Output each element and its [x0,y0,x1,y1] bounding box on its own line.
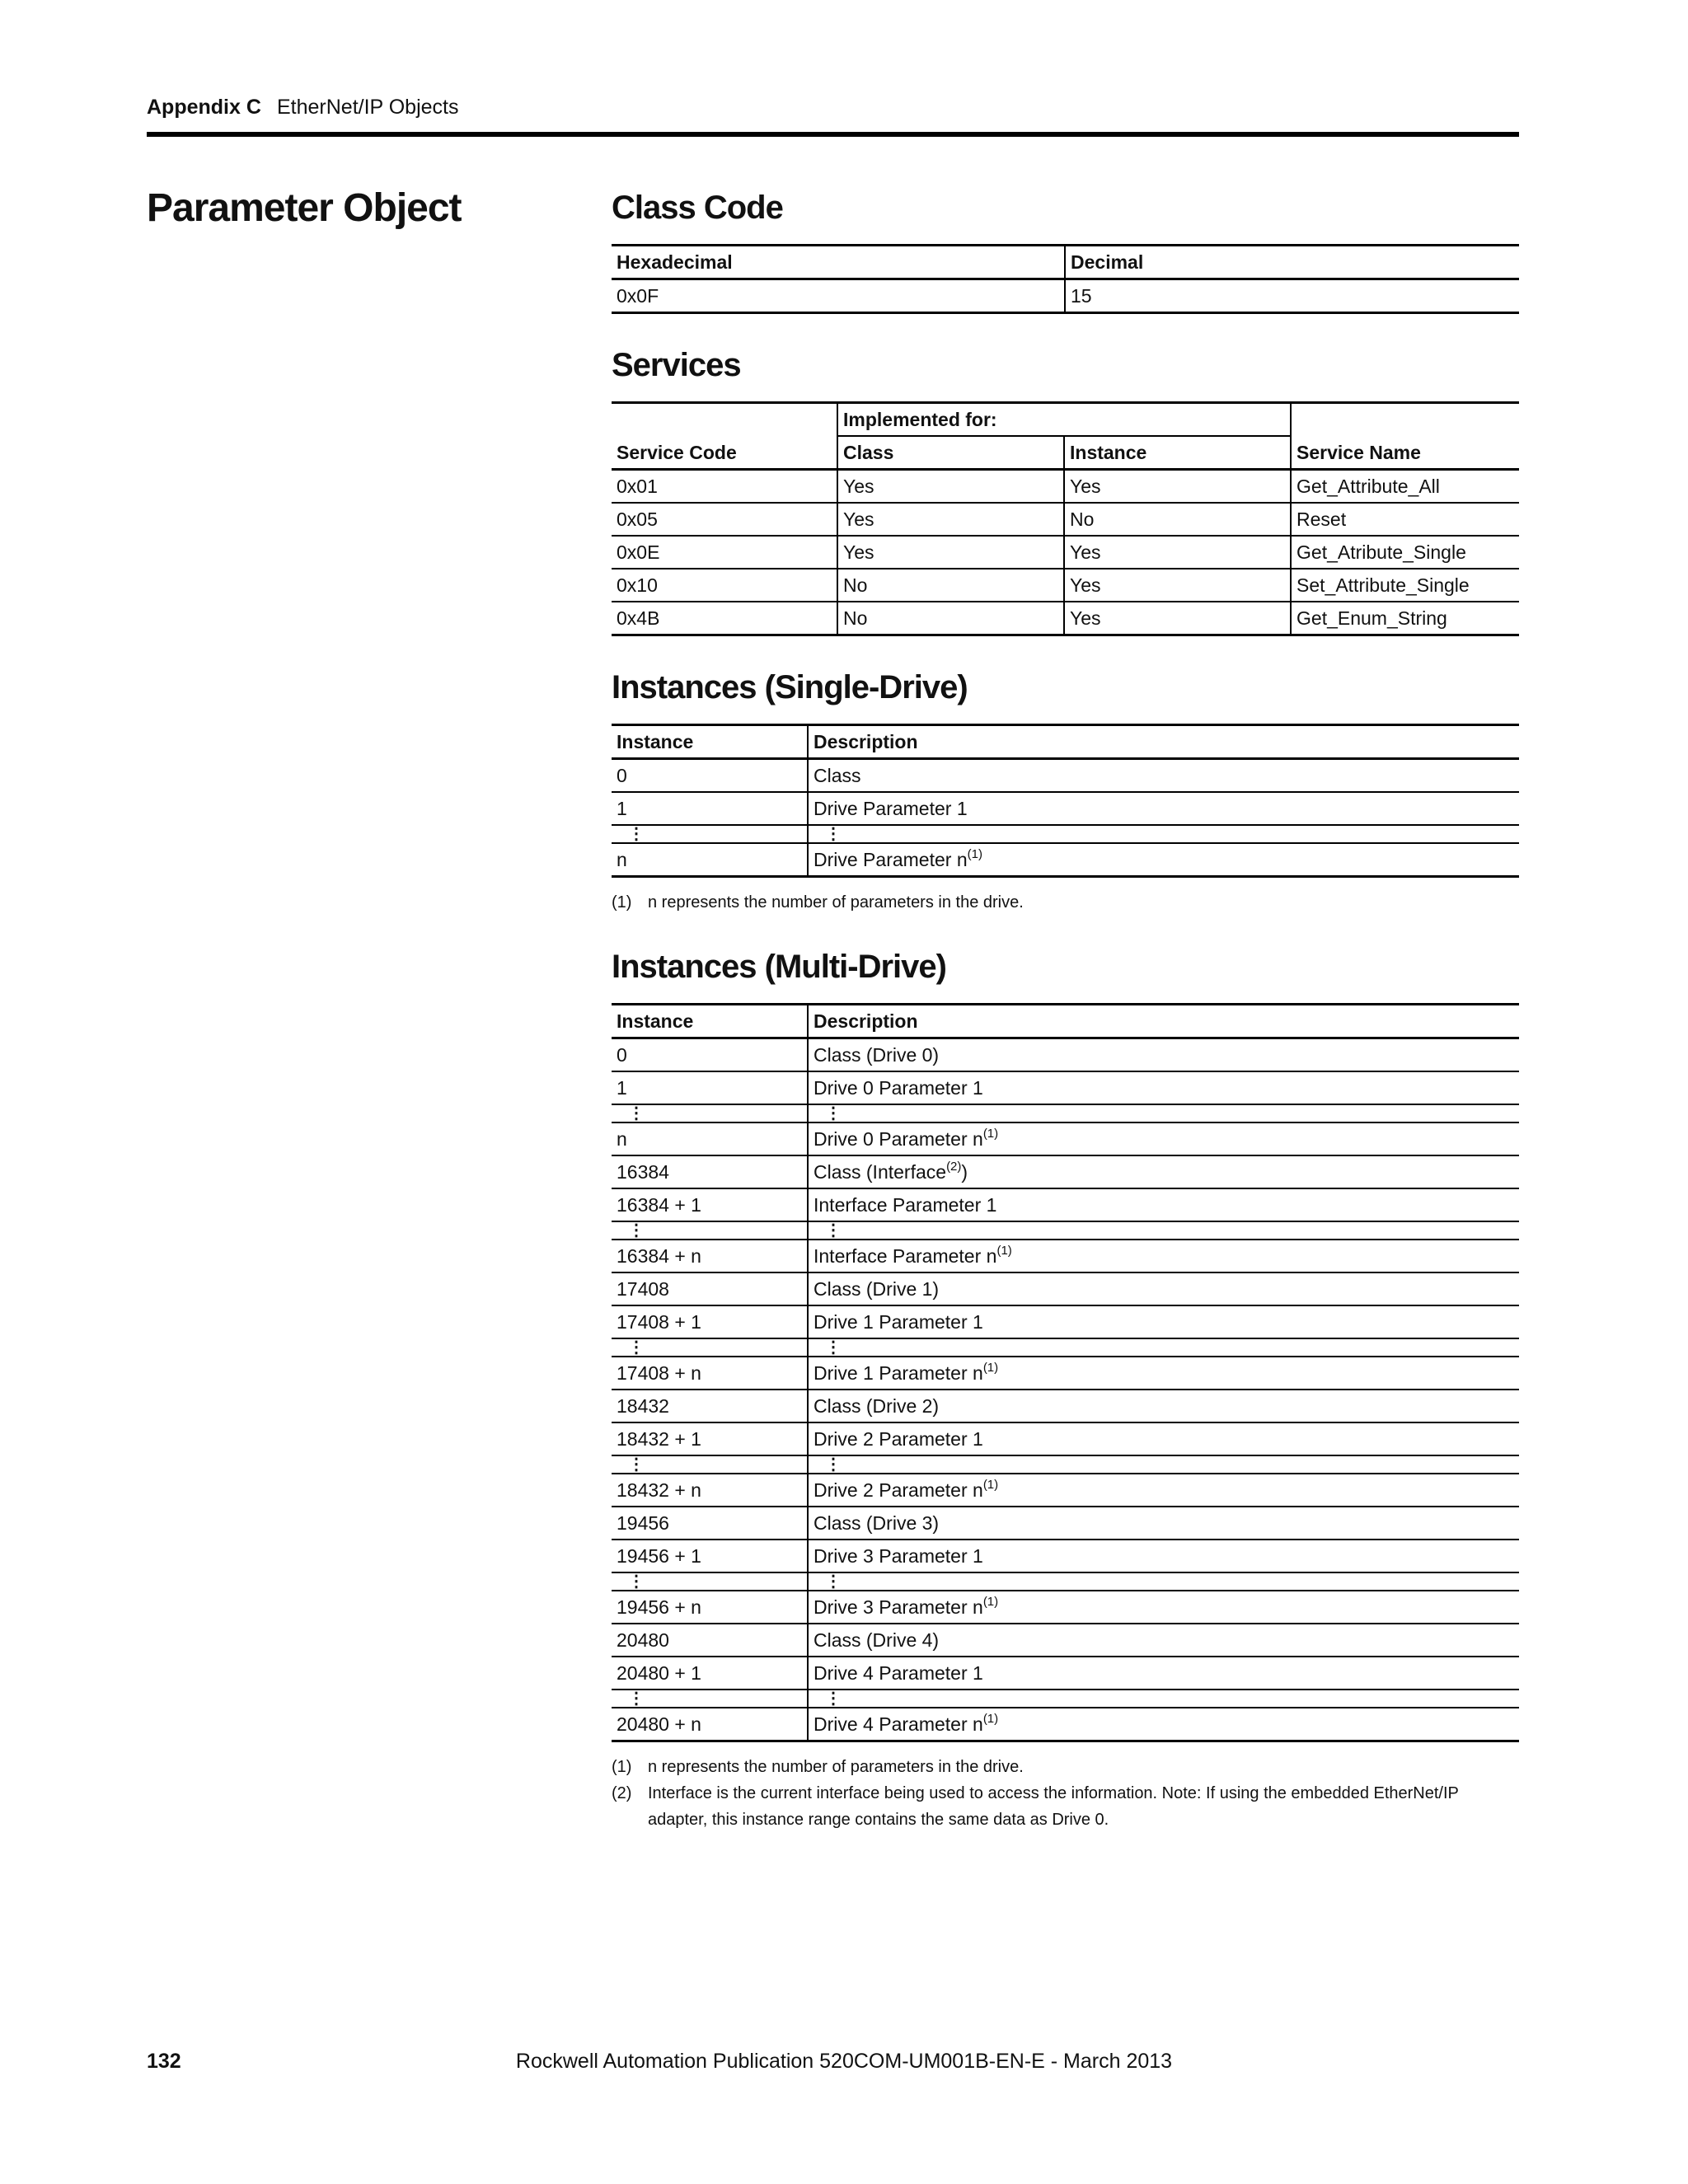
table-cell: Reset [1291,503,1519,536]
table-row [612,759,1519,793]
table-cell: Set_Attribute_Single [1291,569,1519,602]
footnote-text: n represents the number of parameters in the drive. [648,893,1024,912]
ellipsis-cell [808,1690,1519,1708]
vertical-ellipsis-icon: ⋮ [825,1221,842,1240]
table-row [612,1390,1519,1422]
footnote-ref: (1) [982,1712,999,1726]
table-header: Instance [612,725,808,759]
instance-cell: 17408 + 1 [612,1305,808,1338]
ellipsis-row [612,1104,1519,1122]
table-header: Class [837,436,1064,470]
description-text: Drive 4 Parameter 1 [814,1662,983,1684]
footnote [612,1780,1519,1833]
table-row [612,1708,1519,1741]
ellipsis-cell [612,1221,808,1240]
footnote [612,1754,1519,1780]
table-row [612,569,1519,602]
table-row [612,1357,1519,1390]
table-header: Description [808,1005,1519,1038]
vertical-ellipsis-icon: ⋮ [628,1690,645,1708]
single-drive-heading: Instances (Single-Drive) [612,669,968,705]
table-header: Instance [1064,436,1291,470]
footnote-number: (2) [612,1784,632,1802]
description-cell [808,1540,1519,1572]
instance-cell: 19456 + 1 [612,1540,808,1572]
description-cell [808,1272,1519,1305]
instance-cell: 16384 + n [612,1240,808,1272]
table-row [612,1422,1519,1455]
instance-cell: 19456 [612,1507,808,1540]
description-cell [808,759,1519,793]
description-cell [808,1422,1519,1455]
description-text: Drive 3 Parameter n [814,1596,983,1618]
description-cell [808,1305,1519,1338]
description-text: Drive 0 Parameter 1 [814,1077,983,1099]
vertical-ellipsis-icon: ⋮ [628,1455,645,1474]
table-cell: Yes [837,503,1064,536]
description-text: Class (Drive 3) [814,1512,940,1534]
table-row [612,503,1519,536]
multi-drive-table [612,1003,1519,1742]
description-text: Class (Drive 1) [814,1278,940,1300]
description-cell [808,843,1519,877]
main-content [612,188,1519,1833]
table-row [612,1591,1519,1624]
table-cell: 0x10 [612,569,837,602]
ellipsis-cell [808,1104,1519,1122]
vertical-ellipsis-icon: ⋮ [628,825,645,843]
table-cell: Yes [1064,536,1291,569]
ellipsis-cell [808,1221,1519,1240]
table-row [612,470,1519,504]
vertical-ellipsis-icon: ⋮ [628,1338,645,1357]
appendix-label: Appendix C [147,96,261,119]
description-cell [808,1038,1519,1072]
description-text: Class [814,765,861,786]
description-cell [808,1071,1519,1104]
instance-cell: 18432 [612,1390,808,1422]
table-header: Hexadecimal [612,246,1065,279]
table-row [612,843,1519,877]
table-header: Decimal [1065,246,1519,279]
footnote-ref: (1) [982,1361,999,1375]
ellipsis-cell [808,1338,1519,1357]
description-text: Class (Drive 2) [814,1395,940,1417]
instance-cell: 19456 + n [612,1591,808,1624]
description-text: Class (Drive 4) [814,1629,940,1651]
vertical-ellipsis-icon: ⋮ [628,1104,645,1122]
description-cell [808,1390,1519,1422]
table-cell: Get_Attribute_All [1291,470,1519,504]
description-text: Drive 2 Parameter 1 [814,1428,983,1450]
class-code-table [612,244,1519,314]
ellipsis-cell [808,1455,1519,1474]
table-row [612,1122,1519,1155]
ellipsis-cell [612,1690,808,1708]
ellipsis-row [612,825,1519,843]
table-cell: Yes [1064,569,1291,602]
vertical-ellipsis-icon: ⋮ [825,1104,842,1122]
table-row [612,1240,1519,1272]
vertical-ellipsis-icon: ⋮ [825,1338,842,1357]
instance-cell: 20480 [612,1624,808,1657]
table-cell: Yes [1064,602,1291,635]
ellipsis-row [612,1690,1519,1708]
description-cell [808,1240,1519,1272]
description-text: Drive 1 Parameter n [814,1362,983,1384]
table-cell: No [837,569,1064,602]
page-number: 132 [147,2050,181,2073]
footnote-text: Interface is the current interface being used to access the information. Note: If using the embedded EtherNet/IP adapter, this instance range contains the same data as Drive 0. [648,1784,1459,1829]
instance-cell: 18432 + 1 [612,1422,808,1455]
table-row [612,1474,1519,1507]
instance-cell: 16384 [612,1155,808,1188]
description-text: Drive 1 Parameter 1 [814,1311,983,1333]
instance-cell: 17408 [612,1272,808,1305]
ellipsis-row [612,1455,1519,1474]
description-text: Drive 0 Parameter n [814,1128,983,1150]
description-cell [808,1624,1519,1657]
instance-cell: 20480 + n [612,1708,808,1741]
description-text: Class (Drive 0) [814,1044,940,1066]
services-table [612,401,1519,636]
table-row [612,1155,1519,1188]
footnote-ref: (1) [996,1244,1012,1258]
vertical-ellipsis-icon: ⋮ [628,1572,645,1591]
single-drive-table [612,724,1519,878]
table-cell: 0x0F [617,285,659,307]
table-cell: 0x0E [612,536,837,569]
ellipsis-cell [808,825,1519,843]
table-header: Instance [612,1005,808,1038]
page-header [147,91,1519,137]
description-text: Interface Parameter n [814,1245,997,1267]
description-cell [808,1657,1519,1690]
footnote-text: n represents the number of parameters in the drive. [648,1758,1024,1776]
table-cell: Get_Atribute_Single [1291,536,1519,569]
description-cell [808,1708,1519,1741]
description-cell [808,1591,1519,1624]
table-row [612,1657,1519,1690]
table-row [612,279,1519,313]
table-cell: 0x01 [617,476,658,497]
class-code-heading: Class Code [612,190,783,226]
side-title: Parameter Object [147,186,462,230]
description-text: Drive 2 Parameter n [814,1479,983,1501]
table-cell: No [1064,503,1291,536]
footnote-ref: (1) [982,1478,999,1492]
table-cell: Get_Enum_String [1291,602,1519,635]
table-row [612,1272,1519,1305]
table-cell: 15 [1065,279,1519,313]
table-header: Service Code [612,403,837,470]
table-cell: 0x4B [612,602,837,635]
footnote-number: (1) [612,1758,632,1776]
instance-cell: 17408 + n [612,1357,808,1390]
instance-cell: n [612,1122,808,1155]
vertical-ellipsis-icon: ⋮ [825,1690,842,1708]
instance-cell: n [612,843,808,877]
instance-cell: 1 [612,792,808,825]
publication-footer: Rockwell Automation Publication 520COM-UM001B-EN-E - March 2013 [515,2050,1173,2073]
ellipsis-cell [612,1338,808,1357]
table-row [612,1071,1519,1104]
instance-cell: 0 [617,765,627,786]
ellipsis-cell [612,1104,808,1122]
table-row [612,1188,1519,1221]
table-cell: 0x05 [612,503,837,536]
description-cell [808,1155,1519,1188]
ellipsis-cell [612,825,808,843]
footnote [612,889,1519,916]
table-row [612,1507,1519,1540]
description-suffix: ) [961,1161,968,1183]
ellipsis-cell [808,1572,1519,1591]
single-drive-footnotes [612,889,1519,916]
table-row [612,536,1519,569]
ellipsis-row [612,1572,1519,1591]
section-label: EtherNet/IP Objects [277,96,459,119]
table-row [612,1038,1519,1072]
ellipsis-row [612,1338,1519,1357]
table-row [612,792,1519,825]
table-cell: Yes [837,470,1064,504]
table-row [612,1624,1519,1657]
description-cell [808,1357,1519,1390]
description-cell [808,1507,1519,1540]
table-row [612,1540,1519,1572]
footnote-number: (1) [612,893,632,912]
ellipsis-row [612,1221,1519,1240]
ellipsis-cell [612,1455,808,1474]
table-row [612,602,1519,635]
vertical-ellipsis-icon: ⋮ [825,825,842,843]
footnote-ref: (1) [982,1127,999,1141]
vertical-ellipsis-icon: ⋮ [825,1572,842,1591]
description-text: Drive 3 Parameter 1 [814,1545,983,1567]
description-text: Drive 4 Parameter n [814,1713,983,1735]
instance-cell: 16384 + 1 [612,1188,808,1221]
multi-drive-heading: Instances (Multi-Drive) [612,949,946,985]
footnote-ref: (2) [946,1160,962,1174]
table-cell: Yes [837,536,1064,569]
instance-cell: 1 [612,1071,808,1104]
multi-drive-footnotes [612,1754,1519,1833]
table-cell: Yes [1064,470,1291,504]
vertical-ellipsis-icon: ⋮ [825,1455,842,1474]
footnote-ref: (1) [982,1595,999,1609]
instance-cell: 18432 + n [612,1474,808,1507]
description-text: Class (Interface [814,1161,947,1183]
description-cell [808,1474,1519,1507]
instance-cell: 20480 + 1 [612,1657,808,1690]
services-heading: Services [612,347,741,383]
description-text: Drive Parameter n [814,849,968,870]
description-text: Interface Parameter 1 [814,1194,997,1216]
table-header: Service Name [1291,403,1519,470]
ellipsis-cell [612,1572,808,1591]
table-row [612,1305,1519,1338]
instance-cell: 0 [617,1044,627,1066]
table-cell: No [837,602,1064,635]
footnote-ref: (1) [967,847,982,861]
description-cell [808,1122,1519,1155]
table-header-group: Implemented for: [837,403,1291,437]
description-cell [808,792,1519,825]
table-header: Description [808,725,1519,759]
description-cell [808,1188,1519,1221]
description-text: Drive Parameter 1 [814,798,968,819]
vertical-ellipsis-icon: ⋮ [628,1221,645,1240]
